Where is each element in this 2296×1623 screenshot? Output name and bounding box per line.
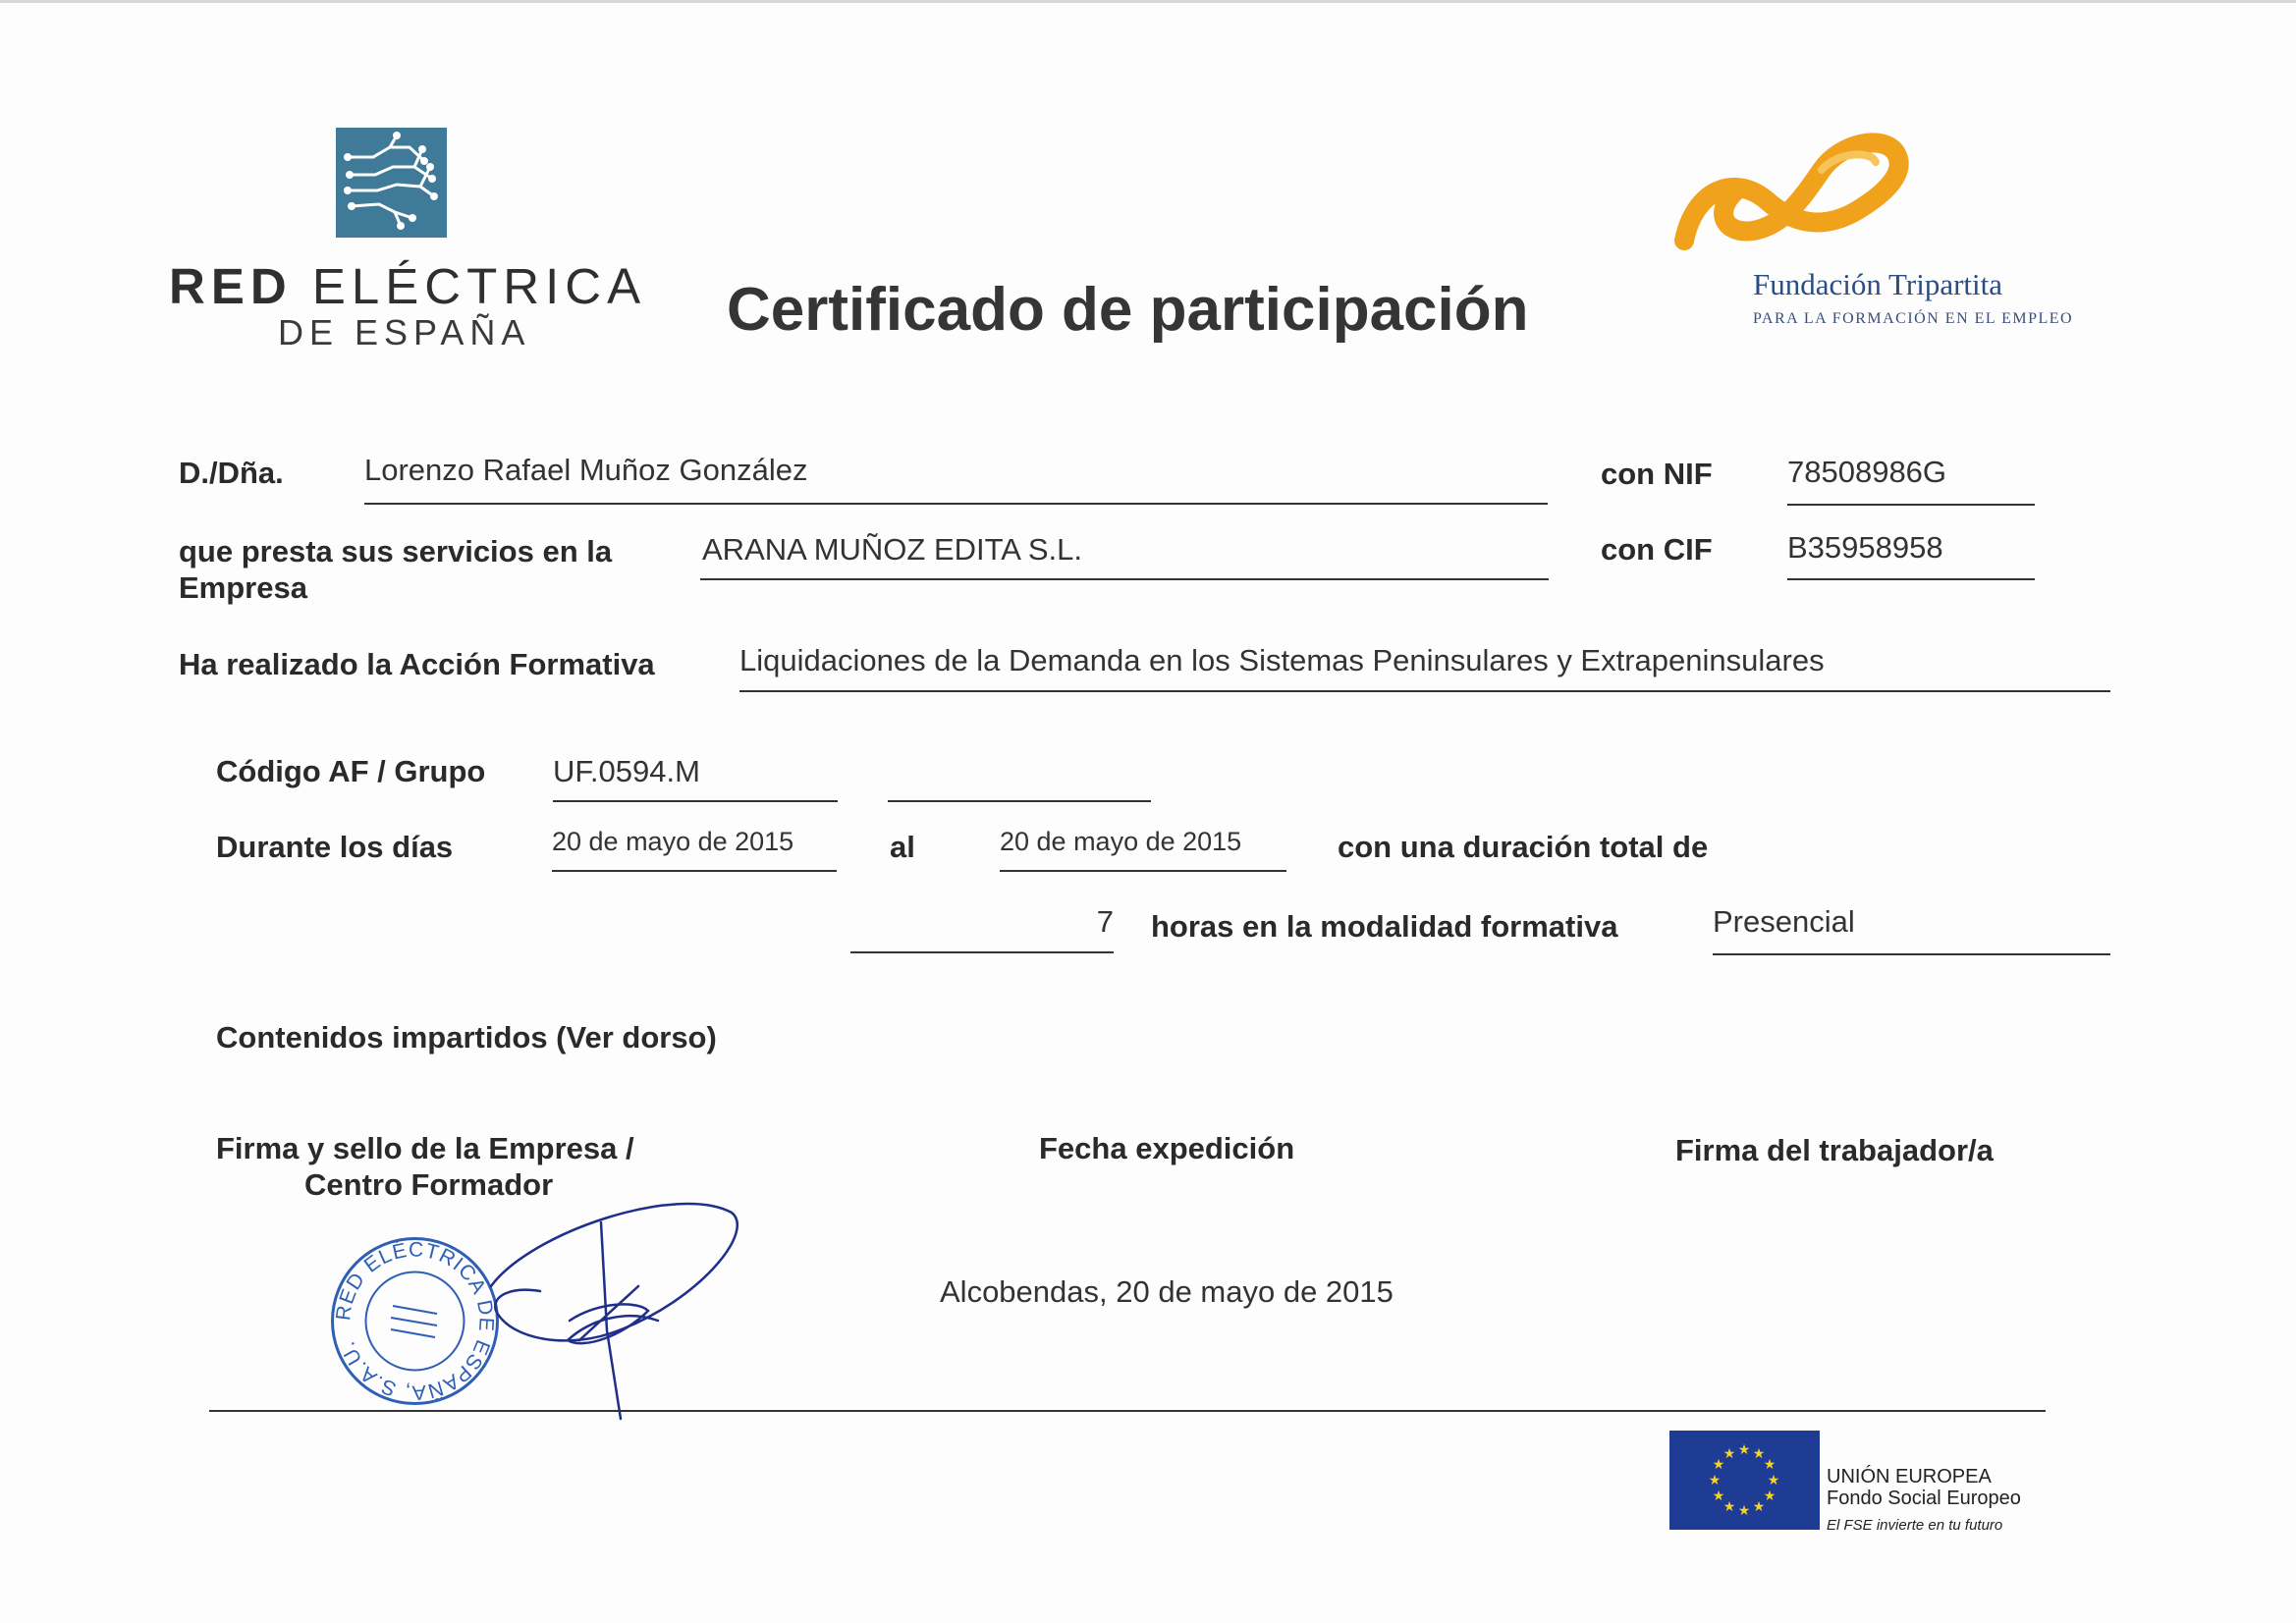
stamp-text: RED ELÉCTRICA DE ESPAÑA, S.A.U. — [332, 1238, 498, 1404]
group-underline — [888, 800, 1151, 802]
svg-text:★: ★ — [1763, 1488, 1777, 1504]
hours-value: 7 — [1096, 904, 1114, 939]
modality-value: Presencial — [1713, 904, 1855, 939]
name-underline — [364, 503, 1548, 505]
page-title: Certificado de participación — [727, 276, 1529, 344]
hours-label: horas en la modalidad formativa — [1151, 909, 1618, 944]
ree-subtitle: DE ESPAÑA — [278, 312, 531, 352]
svg-text:★: ★ — [1737, 1442, 1751, 1458]
red-electrica-wordmark — [169, 257, 646, 315]
place-date-value: Alcobendas, 20 de mayo de 2015 — [940, 1274, 1394, 1309]
scan-top-edge — [0, 0, 2296, 3]
company-value: ARANA MUÑOZ EDITA S.L. — [702, 532, 1083, 567]
date-from-underline — [552, 870, 837, 872]
circuit-icon — [336, 128, 447, 238]
action-value: Liquidaciones de la Demanda en los Sistemas Peninsulares y Extrapeninsulares — [739, 643, 1825, 677]
svg-text:★: ★ — [1767, 1473, 1780, 1488]
svg-text:★: ★ — [1752, 1446, 1766, 1462]
date-from-value: 20 de mayo de 2015 — [552, 827, 794, 856]
fundacion-tripartita-swirl-icon — [1674, 133, 1930, 255]
fundacion-tripartita-subtitle: PARA LA FORMACIÓN EN EL EMPLEO — [1753, 310, 2074, 327]
svg-text:★: ★ — [1722, 1446, 1736, 1462]
eu-flag — [1669, 1431, 1820, 1530]
nif-underline — [1787, 504, 2035, 506]
code-value: UF.0594.M — [553, 754, 700, 788]
eu-slogan-text: El FSE invierte en tu futuro — [1827, 1517, 2003, 1534]
code-label: Código AF / Grupo — [216, 754, 486, 788]
issue-date-label: Fecha expedición — [1039, 1131, 1295, 1165]
svg-text:★: ★ — [1722, 1499, 1736, 1515]
eu-fund-text: Fondo Social Europeo — [1827, 1488, 2021, 1509]
svg-text:★: ★ — [1712, 1457, 1725, 1473]
contents-label: Contenidos impartidos (Ver dorso) — [216, 1020, 717, 1055]
company-label-line1: que presta sus servicios en la — [179, 534, 613, 568]
cif-value: B35958958 — [1787, 530, 1943, 565]
footer-rule — [209, 1410, 2046, 1412]
duration-label: con una duración total de — [1338, 830, 1709, 864]
worker-signature-label: Firma del trabajador/a — [1675, 1133, 1994, 1167]
code-underline — [553, 800, 838, 802]
svg-text:★: ★ — [1763, 1457, 1777, 1473]
nif-label: con NIF — [1601, 457, 1713, 491]
cif-label: con CIF — [1601, 532, 1713, 567]
svg-text:★: ★ — [1752, 1499, 1766, 1515]
al-label: al — [890, 830, 915, 864]
date-to-underline — [1000, 870, 1286, 872]
svg-text:★: ★ — [1737, 1503, 1751, 1519]
action-underline — [739, 690, 2110, 692]
action-label: Ha realizado la Acción Formativa — [179, 647, 655, 681]
company-signature-label-line1: Firma y sello de la Empresa / — [216, 1131, 634, 1165]
name-value: Lorenzo Rafael Muñoz González — [364, 453, 808, 487]
company-signature-label-line2: Centro Formador — [304, 1167, 554, 1202]
svg-text:★: ★ — [1708, 1473, 1722, 1488]
eu-union-text: UNIÓN EUROPEA — [1827, 1466, 1992, 1488]
hours-underline — [850, 951, 1114, 953]
ree-bold-word: RED — [169, 258, 293, 314]
red-electrica-logo-mark — [336, 128, 447, 238]
eu-stars-icon — [1669, 1431, 1820, 1530]
cif-underline — [1787, 578, 2035, 580]
handwritten-signature — [452, 1193, 746, 1429]
fundacion-tripartita-name: Fundación Tripartita — [1753, 267, 2003, 301]
company-label-line2: Empresa — [179, 570, 307, 605]
modality-underline — [1713, 953, 2110, 955]
company-underline — [700, 578, 1549, 580]
nif-value: 78508986G — [1787, 455, 1947, 489]
date-to-value: 20 de mayo de 2015 — [1000, 827, 1242, 856]
name-label: D./Dña. — [179, 456, 284, 490]
svg-text:★: ★ — [1712, 1488, 1725, 1504]
days-label: Durante los días — [216, 830, 454, 864]
ree-regular-word: ELÉCTRICA — [311, 258, 647, 314]
